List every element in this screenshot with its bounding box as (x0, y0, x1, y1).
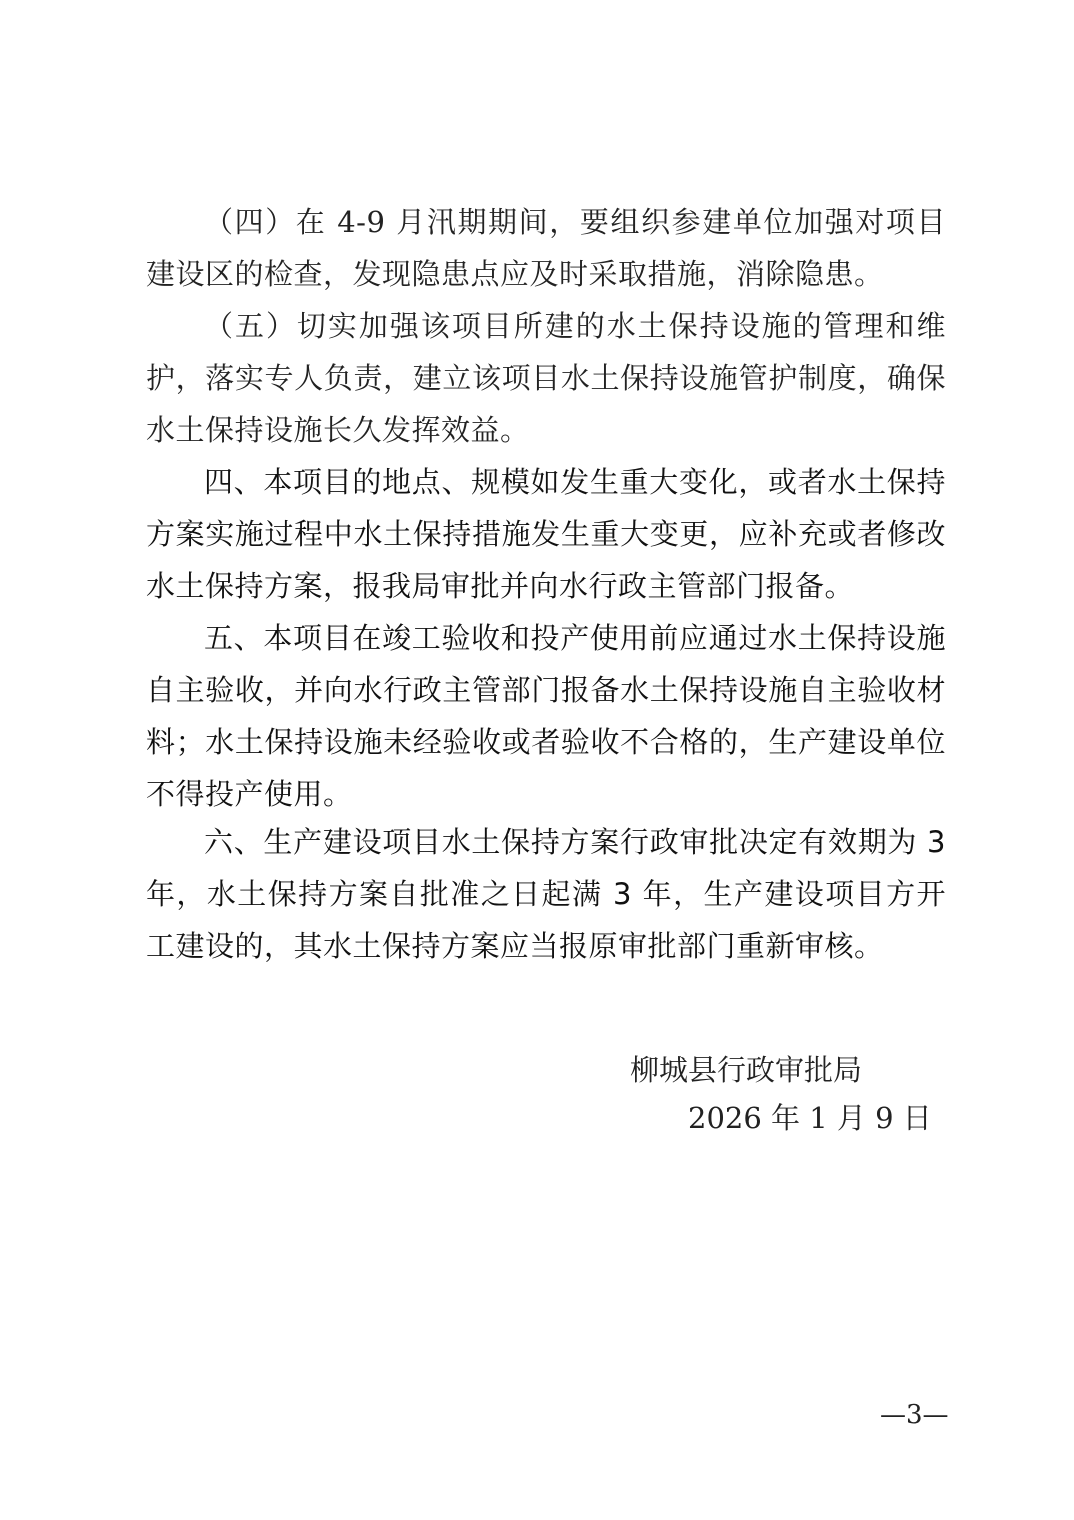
paragraph-sub-item-5: （五）切实加强该项目所建的水土保持设施的管理和维护，落实专人负责，建立该项目水土保持设施管护制度，确保水土保持设施长久发挥效益。 (146, 309, 946, 447)
issue-date: 2026 年 1 月 9 日 (688, 1101, 932, 1135)
paragraph-section-5: 五、本项目在竣工验收和投产使用前应通过水土保持设施自主验收，并向水行政主管部门报备水土保持设施自主验收材料；水土保持设施未经验收或者验收不合格的，生产建设单位不得投产使用。 (146, 621, 946, 811)
issuer-name: 柳城县行政审批局 (630, 1053, 863, 1087)
paragraph-section-4: 四、本项目的地点、规模如发生重大变化，或者水土保持方案实施过程中水土保持措施发生重大变更，应补充或者修改水土保持方案，报我局审批并向水行政主管部门报备。 (146, 465, 946, 603)
page-number: —3— (880, 1400, 949, 1430)
paragraph-sub-item-4: （四）在 4-9 月汛期期间，要组织参建单位加强对项目建设区的检查，发现隐患点应及时采取措施，消除隐患。 (146, 205, 946, 291)
paragraph-section-6: 六、生产建设项目水土保持方案行政审批决定有效期为 3 年，水土保持方案自批准之日起满 3 年，生产建设项目方开工建设的，其水土保持方案应当报原审批部门重新审核。 (146, 825, 946, 963)
